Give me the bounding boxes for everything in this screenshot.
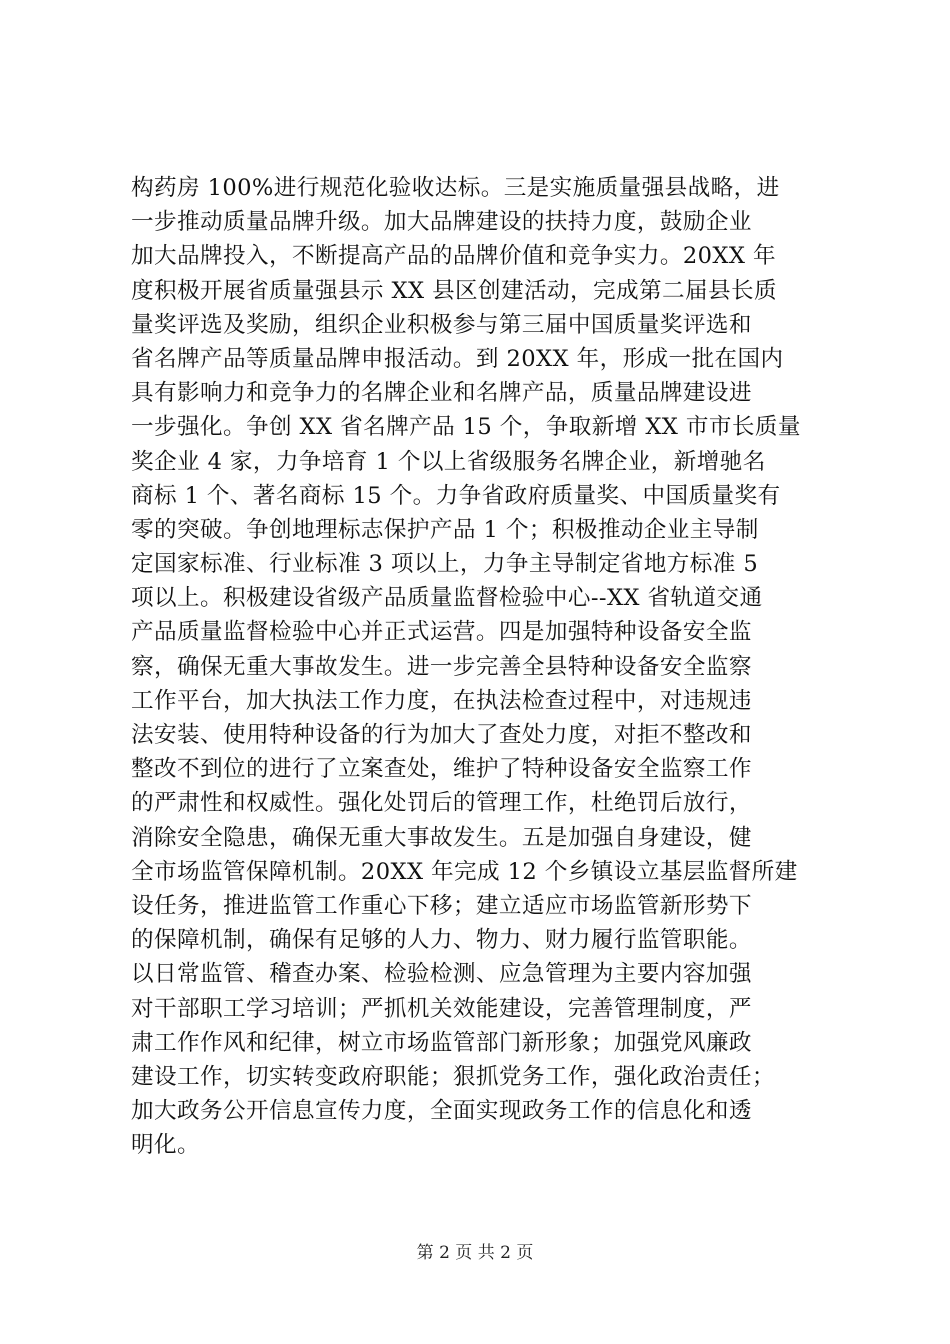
text-line: 一步强化。争创 XX 省名牌产品 15 个，争取新增 XX 市市长质量 (131, 414, 801, 441)
text-line: 定国家标准、行业标准 3 项以上，力争主导制定省地方标准 5 (131, 551, 759, 578)
text-line: 整改不到位的进行了立案查处，维护了特种设备安全监察工作 (131, 756, 752, 783)
text-line: 加大品牌投入，不断提高产品的品牌价值和竞争实力。20XX 年 (131, 243, 776, 270)
text-line: 的保障机制，确保有足够的人力、物力、财力履行监管职能。 (131, 927, 752, 954)
text-line: 工作平台，加大执法工作力度，在执法检查过程中，对违规违 (131, 687, 752, 714)
text-line: 一步推动质量品牌升级。加大品牌建设的扶持力度，鼓励企业 (131, 209, 752, 236)
text-line: 度积极开展省质量强县示 XX 县区创建活动，完成第二届县长质 (131, 277, 777, 304)
text-line: 量奖评选及奖励，组织企业积极参与第三届中国质量奖评选和 (131, 311, 752, 338)
text-line: 消除安全隐患，确保无重大事故发生。五是加强自身建设，健 (131, 824, 752, 851)
text-line: 肃工作作风和纪律，树立市场监管部门新形象；加强党风廉政 (131, 1029, 752, 1056)
page-number-footer: 第 2 页 共 2 页 (416, 1243, 534, 1263)
text-line: 察，确保无重大事故发生。进一步完善全县特种设备安全监察 (131, 653, 752, 680)
text-line: 建设工作，切实转变政府职能；狠抓党务工作，强化政治责任； (131, 1063, 775, 1090)
text-line: 构药房 100%进行规范化验收达标。三是实施质量强县战略，进 (131, 175, 780, 201)
text-line: 奖企业 4 家，力争培育 1 个以上省级服务名牌企业，新增驰名 (131, 448, 766, 475)
text-line: 全市场监管保障机制。20XX 年完成 12 个乡镇设立基层监督所建 (131, 858, 798, 885)
text-line: 项以上。积极建设省级产品质量监督检验中心--XX 省轨道交通 (131, 585, 763, 612)
text-line: 商标 1 个、著名商标 15 个。力争省政府质量奖、中国质量奖有 (131, 482, 781, 509)
text-line: 零的突破。争创地理标志保护产品 1 个；积极推动企业主导制 (131, 516, 759, 543)
text-line: 设任务，推进监管工作重心下移；建立适应市场监管新形势下 (131, 892, 752, 919)
text-line: 法安装、使用特种设备的行为加大了查处力度，对拒不整改和 (131, 722, 752, 748)
text-line: 产品质量监督检验中心并正式运营。四是加强特种设备安全监 (131, 619, 752, 646)
body-text (131, 171, 831, 1162)
text-line: 以日常监管、稽查办案、检验检测、应急管理为主要内容加强 (131, 961, 752, 988)
text-line: 明化。 (131, 1132, 200, 1159)
text-line: 加大政务公开信息宣传力度，全面实现政务工作的信息化和透 (131, 1098, 752, 1125)
text-line: 的严肃性和权威性。强化处罚后的管理工作，杜绝罚后放行， (131, 790, 752, 817)
text-line: 省名牌产品等质量品牌申报活动。到 20XX 年，形成一批在国内 (131, 345, 784, 372)
text-line: 对干部职工学习培训；严抓机关效能建设，完善管理制度，严 (131, 995, 752, 1022)
text-line: 具有影响力和竞争力的名牌企业和名牌产品，质量品牌建设进 (131, 380, 752, 407)
